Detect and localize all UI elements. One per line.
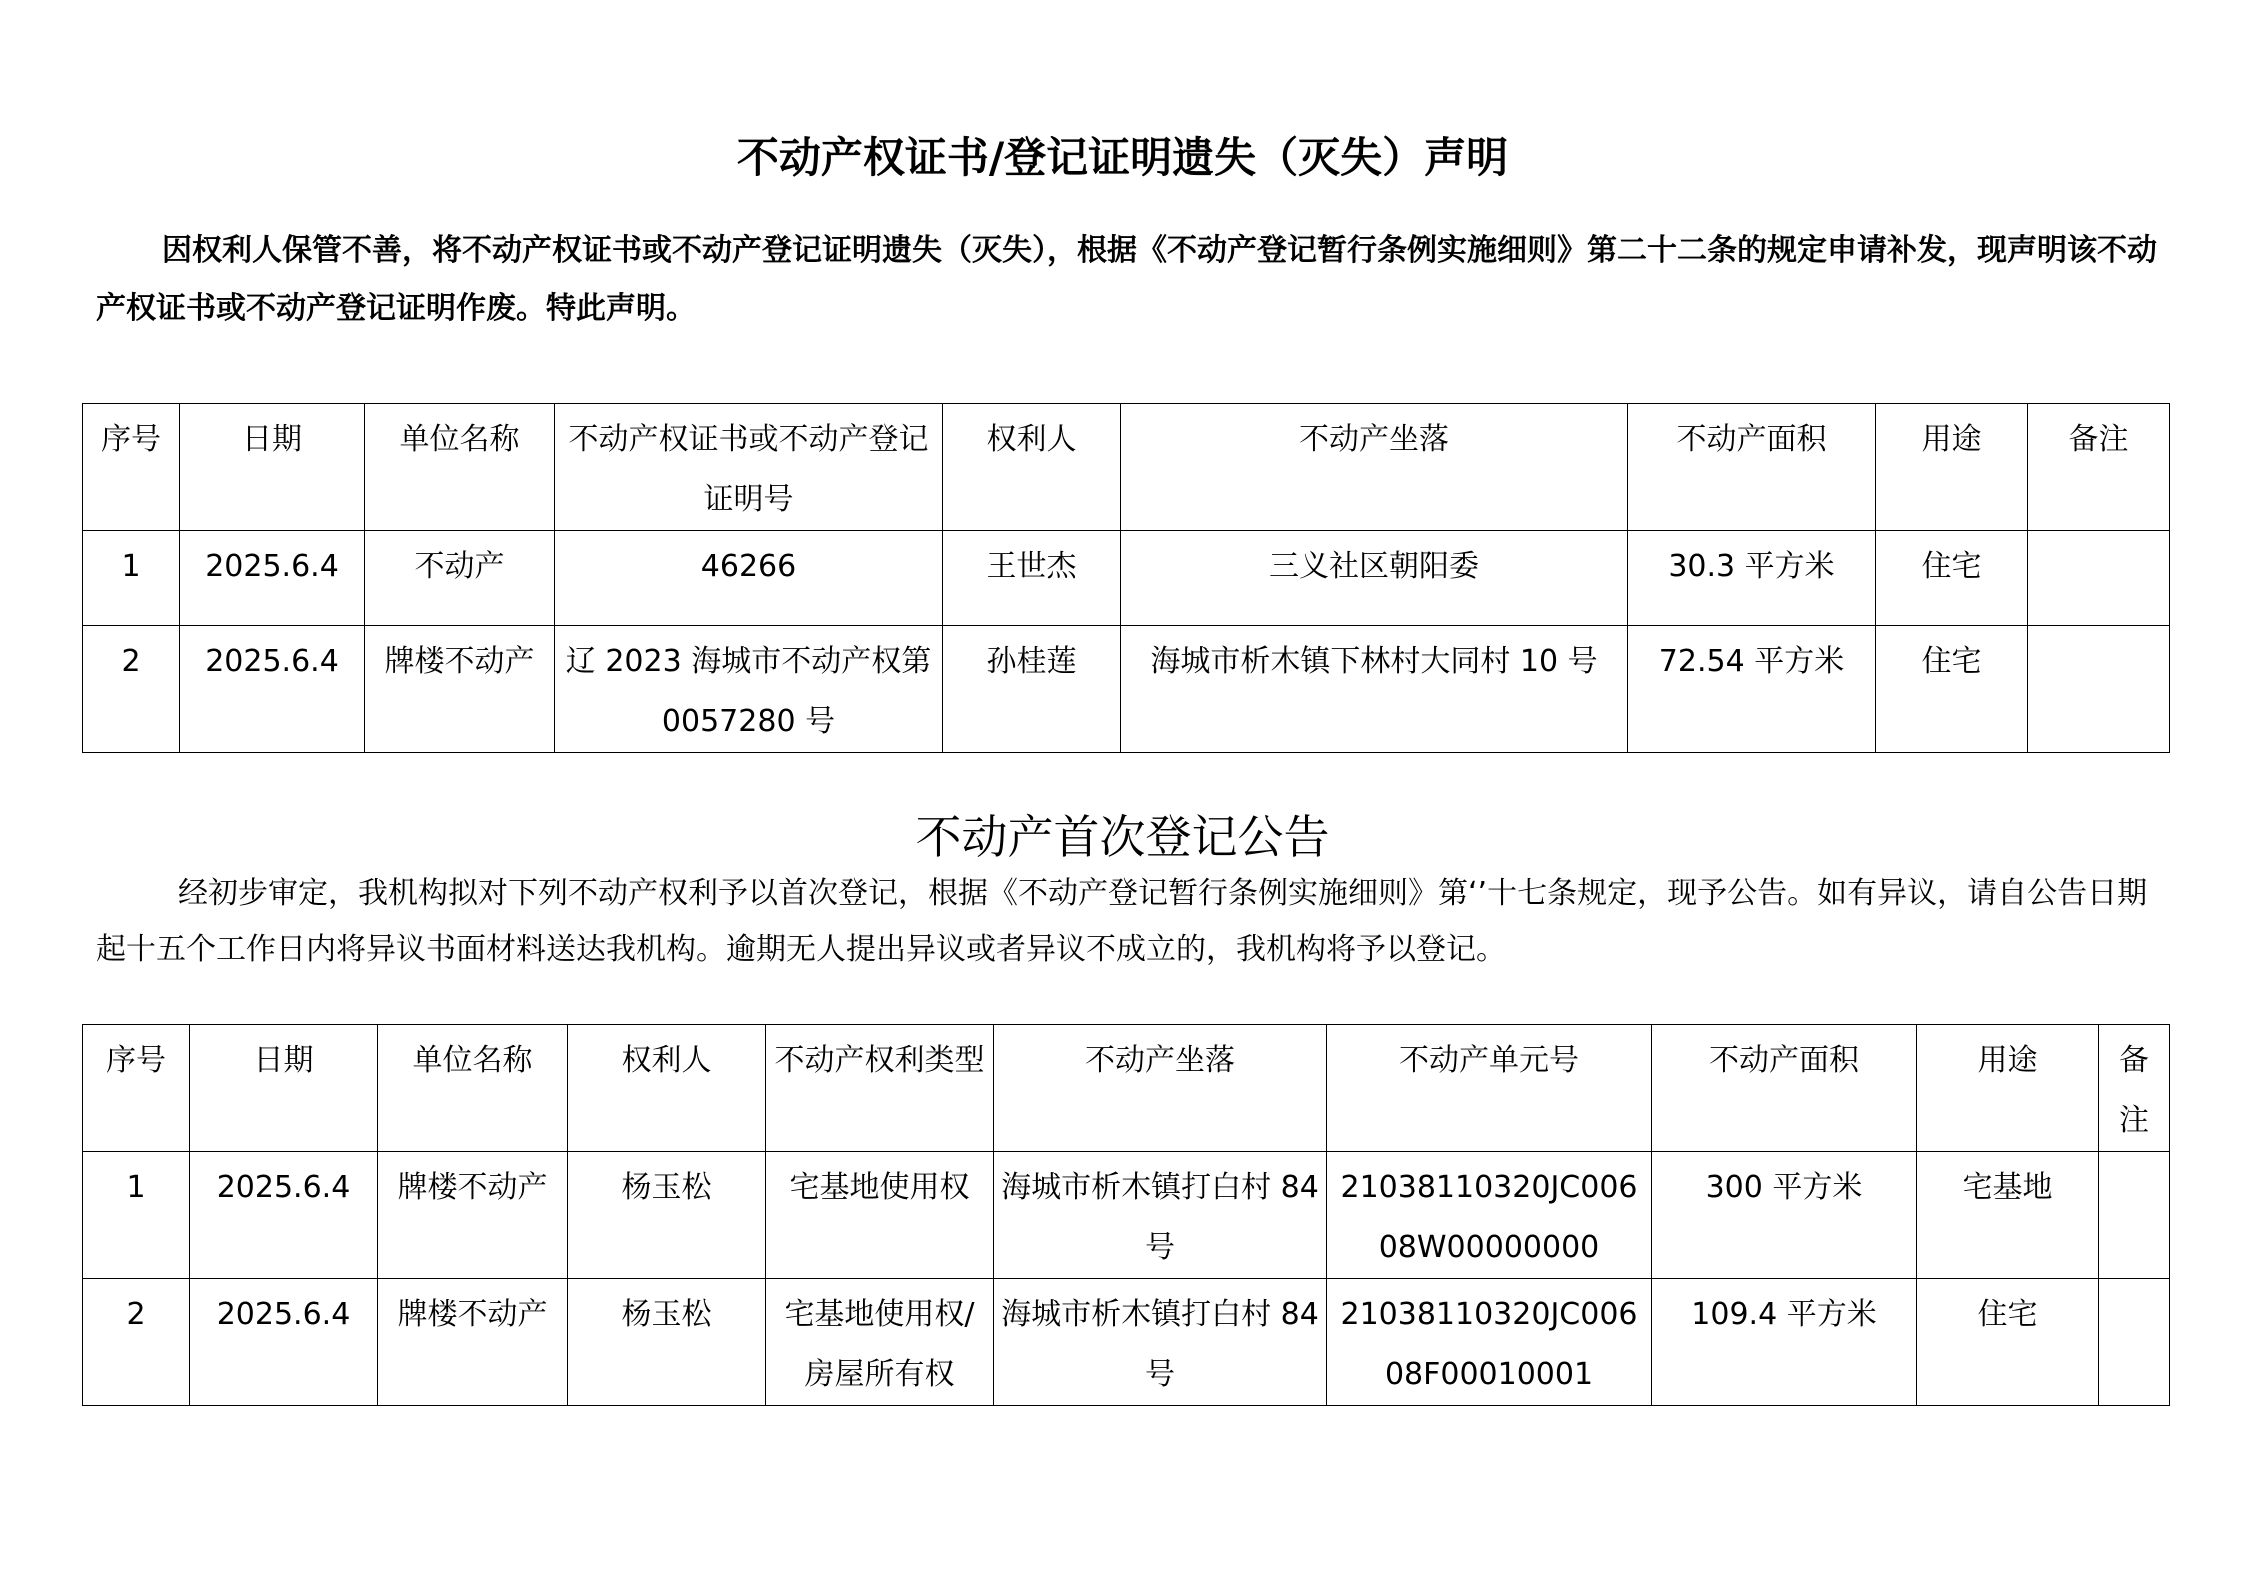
table-cell: 300 平方米: [1652, 1152, 1917, 1279]
table-cell: 21038110320JC00608F00010001: [1327, 1279, 1652, 1406]
table-cell: 21038110320JC00608W00000000: [1327, 1152, 1652, 1279]
table-header-row: [83, 1025, 2170, 1152]
header-cell: 不动产面积: [1652, 1025, 1917, 1152]
table-cell: 2025.6.4: [180, 626, 365, 753]
table-cell: 牌楼不动产: [365, 626, 555, 753]
notice-title: 不动产首次登记公告: [915, 810, 1330, 864]
table-row: [83, 1152, 2170, 1279]
table-cell: 住宅: [1876, 626, 2028, 753]
table-cell: [2028, 626, 2170, 753]
table-row: [83, 626, 2170, 753]
notice-body: 经初步审定，我机构拟对下列不动产权利予以首次登记，根据《不动产登记暂行条例实施细则》第‘’十七条规定，现予公告。如有异议，请自公告日期起十五个工作日内将异议书面材料送达我机构。逾期无人提出异议或者异议不成立的，我机构将予以登记。: [96, 876, 2148, 967]
header-cell: 序号: [83, 404, 180, 531]
table-cell: 不动产: [365, 531, 555, 626]
header-cell: 日期: [180, 404, 365, 531]
statement-body: 因权利人保管不善，将不动产权证书或不动产登记证明遗失（灭失），根据《不动产登记暂行条例实施细则》第二十二条的规定申请补发，现声明该不动产权证书或不动产登记证明作废。特此声明。: [96, 233, 2157, 326]
table-cell: 2025.6.4: [190, 1152, 378, 1279]
header-cell: 不动产单元号: [1327, 1025, 1652, 1152]
table-cell: 109.4 平方米: [1652, 1279, 1917, 1406]
table-cell: 王世杰: [943, 531, 1121, 626]
table-cell: 2: [83, 626, 180, 753]
header-cell: 用途: [1917, 1025, 2099, 1152]
table-cell: 牌楼不动产: [378, 1279, 568, 1406]
table-cell: 宅基地使用权: [766, 1152, 994, 1279]
table-cell: 杨玉松: [568, 1152, 766, 1279]
table-cell: 2025.6.4: [190, 1279, 378, 1406]
notice-table: [82, 1024, 2170, 1406]
table-cell: 杨玉松: [568, 1279, 766, 1406]
header-cell: 单位名称: [365, 404, 555, 531]
table-cell: 1: [83, 1152, 190, 1279]
header-cell: 不动产权证书或不动产登记证明号: [555, 404, 943, 531]
table-cell: 住宅: [1917, 1279, 2099, 1406]
table-cell: 辽 2023 海城市不动产权第 0057280 号: [555, 626, 943, 753]
header-cell: 权利人: [943, 404, 1121, 531]
table-row: [83, 1279, 2170, 1406]
table-row: [83, 531, 2170, 626]
table-cell: 宅基地使用权/房屋所有权: [766, 1279, 994, 1406]
header-cell: 备注: [2028, 404, 2170, 531]
table-cell: 1: [83, 531, 180, 626]
header-cell: 不动产坐落: [994, 1025, 1327, 1152]
table-cell: [2028, 531, 2170, 626]
table-cell: 海城市析木镇下林村大同村 10 号: [1121, 626, 1628, 753]
header-cell: 不动产面积: [1628, 404, 1876, 531]
table-cell: [2099, 1279, 2170, 1406]
header-cell: 不动产坐落: [1121, 404, 1628, 531]
table-cell: 三义社区朝阳委: [1121, 531, 1628, 626]
table-cell: [2099, 1152, 2170, 1279]
table-cell: 72.54 平方米: [1628, 626, 1876, 753]
table-cell: 海城市析木镇打白村 84 号: [994, 1152, 1327, 1279]
statement-title: 不动产权证书/登记证明遗失（灭失）声明: [736, 133, 1509, 182]
header-cell: 用途: [1876, 404, 2028, 531]
header-cell: 单位名称: [378, 1025, 568, 1152]
header-cell: 不动产权利类型: [766, 1025, 994, 1152]
table-cell: 海城市析木镇打白村 84 号: [994, 1279, 1327, 1406]
table-cell: 住宅: [1876, 531, 2028, 626]
statement-table: [82, 403, 2170, 753]
header-cell: 备注: [2099, 1025, 2170, 1152]
table-cell: 宅基地: [1917, 1152, 2099, 1279]
table-cell: 46266: [555, 531, 943, 626]
header-cell: 序号: [83, 1025, 190, 1152]
table-cell: 2: [83, 1279, 190, 1406]
table-header-row: [83, 404, 2170, 531]
table-cell: 孙桂莲: [943, 626, 1121, 753]
header-cell: 日期: [190, 1025, 378, 1152]
table-cell: 30.3 平方米: [1628, 531, 1876, 626]
table-cell: 牌楼不动产: [378, 1152, 568, 1279]
header-cell: 权利人: [568, 1025, 766, 1152]
table-cell: 2025.6.4: [180, 531, 365, 626]
